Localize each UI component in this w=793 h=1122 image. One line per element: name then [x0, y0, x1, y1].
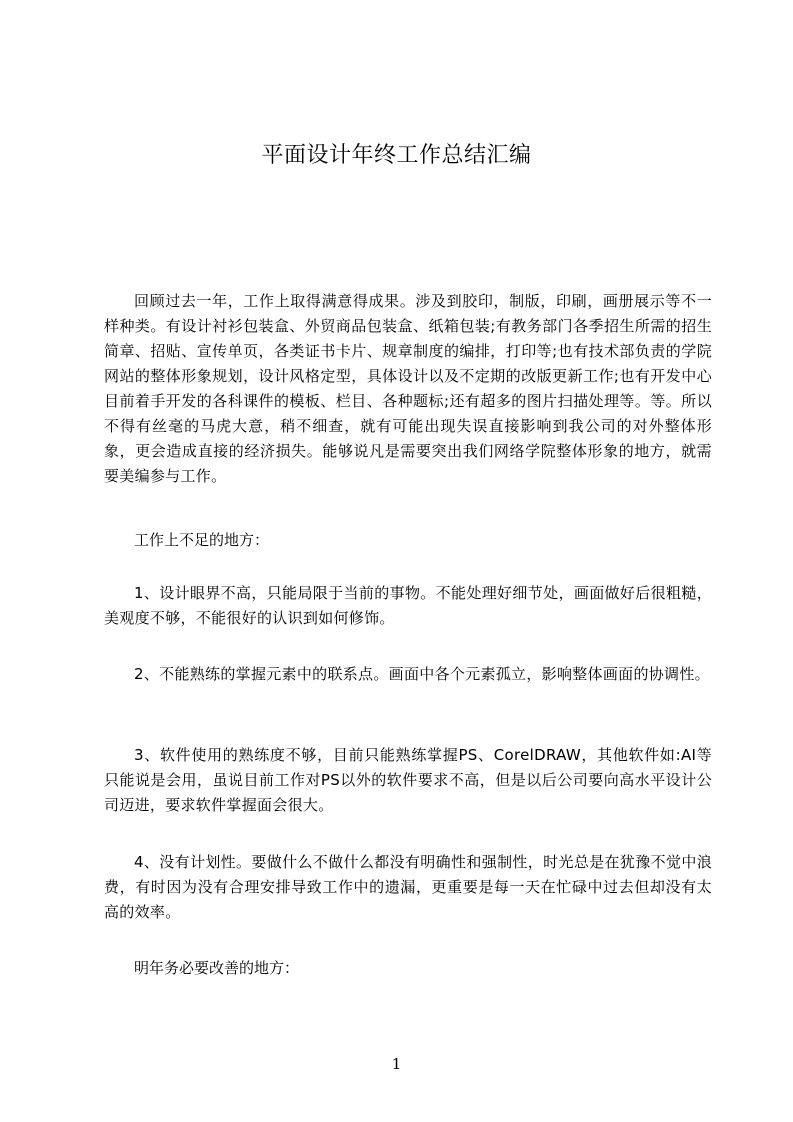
shortcoming-item-3: 3、软件使用的熟练度不够，目前只能熟练掌握PS、CorelDRAW，其他软件如:AI等只能说是会用，虽说目前工作对PS以外的软件要求不高，但是以后公司要向高水平设计公司迈进，要求软件掌握面会很大。 [104, 746, 712, 814]
intro-paragraph: 回顾过去一年，工作上取得满意得成果。涉及到胶印，制版，印刷，画册展示等不一样种类。有设计衬衫包装盒、外贸商品包装盒、纸箱包装;有教务部门各季招生所需的招生简章、招贴、宣传单页，各类证书卡片、规章制度的编排，打印等;也有技术部负责的学院网站的整体形象规划，设计风格定型，具体设计以及不定期的改版更新工作;也有开发中心目前着手开发的各科课件的模板、栏目、各种题标;还有超多的图片扫描处理等。等。所以不得有丝毫的马虎大意，稍不细查，就有可能出现失误直接影响到我公司的对外整体形象，更会造成直接的经济损失。能够说凡是需要突出我们网络学院整体形象的地方，就需要美编参与工作。 [104, 292, 712, 485]
document-title: 平面设计年终工作总结汇编 [261, 143, 532, 168]
shortcomings-heading: 工作上不足的地方： [134, 531, 270, 549]
page-number: 1 [391, 1055, 402, 1073]
shortcoming-item-4: 4、没有计划性。要做什么不做什么都没有明确性和强制性，时光总是在犹豫不觉中浪费，有时因为没有合理安排导致工作中的遗漏，更重要是每一天在忙碌中过去但却没有太高的效率。 [104, 853, 712, 921]
shortcoming-item-2: 2、不能熟练的掌握元素中的联系点。画面中各个元素孤立，影响整体画面的协调性。 [134, 665, 710, 683]
shortcoming-item-1: 1、设计眼界不高，只能局限于当前的事物。不能处理好细节处，画面做好后很粗糙，美观度不够，不能很好的认识到如何修饰。 [104, 584, 712, 627]
improvement-heading: 明年务必要改善的地方： [134, 959, 300, 977]
